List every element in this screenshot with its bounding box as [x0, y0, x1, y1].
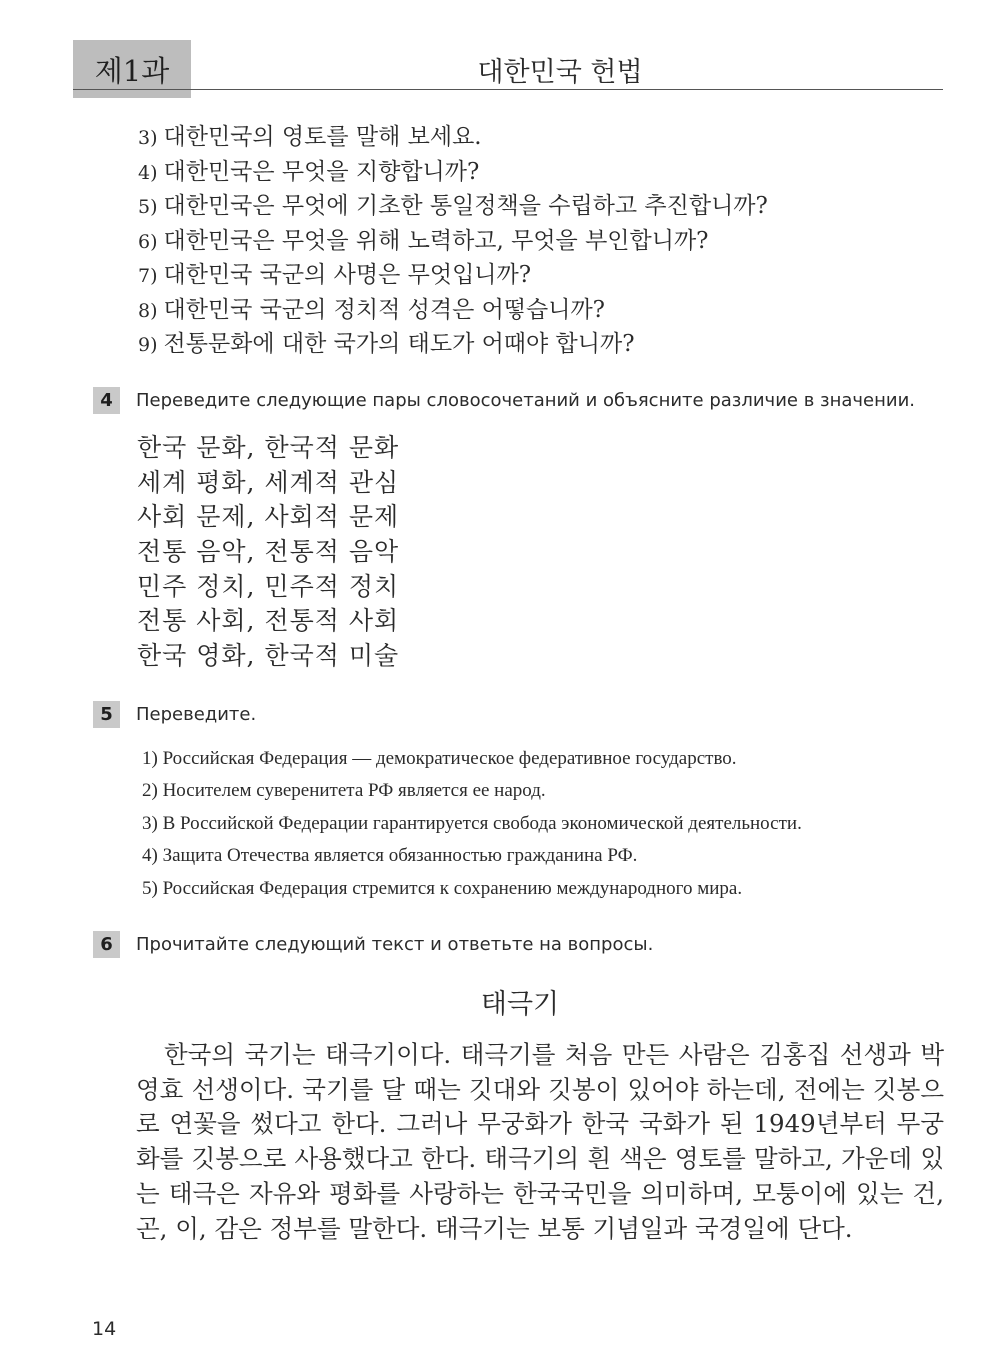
translation-sentence: 3) В Российской Федерации гарантируется свобода экономической деятельности.	[142, 812, 802, 834]
task-5-heading	[93, 701, 256, 728]
reading-text-title: 태극기	[480, 989, 560, 1020]
translation-sentence: 4) Защита Отечества является обязанностью гражданина РФ.	[142, 845, 638, 867]
task-instruction: Прочитайте следующий текст и ответьте на вопросы.	[136, 934, 654, 955]
question-item	[138, 293, 768, 328]
task-number-badge: 4	[93, 387, 120, 414]
phrase-pair: 전통 사회, 전통적 사회	[137, 606, 400, 636]
question-text: 대한민국 국군의 정치적 성격은 어떻습니까?	[163, 296, 606, 323]
question-text: 대한민국은 무엇에 기초한 통일정책을 수립하고 추진합니까?	[163, 193, 768, 219]
task-number-badge: 6	[93, 931, 120, 958]
question-number: 8)	[138, 299, 158, 322]
translation-sentence: 5) Российская Федерация стремится к сохранению международного мира.	[142, 877, 743, 899]
task-number-badge: 5	[93, 701, 120, 728]
question-item	[138, 189, 768, 224]
translation-sentence-list	[142, 743, 802, 905]
translation-sentence: 1) Российская Федерация — демократическое федеративное государство.	[142, 748, 737, 769]
question-number: 9)	[138, 334, 158, 356]
question-number: 6)	[138, 230, 158, 253]
question-number: 4)	[138, 161, 158, 184]
task-instruction: Переведите следующие пары словосочетаний и объясните различие в значении.	[136, 390, 915, 411]
phrase-pair: 세계 평화, 세계적 관심	[137, 467, 400, 497]
question-text: 전통문화에 대한 국가의 태도가 어때야 합니까?	[163, 331, 635, 357]
phrase-pair: 사회 문제, 사회적 문제	[137, 502, 400, 532]
reading-text-body: 한국의 국기는 태극기이다. 태극기를 처음 만든 사람은 김홍집 선생과 박영효 선생이다. 국기를 달 때는 깃대와 깃봉이 있어야 하는데, 전에는 깃봉으로 연꽃을 썼다고 한다. 그러나 무궁화가 한국 국화가 된 1949년부터 무궁화를 깃봉으로 사용했다고 한다. 태극기의 흰 색은 영토를 말하고, 가운데 있는 태극은 자유와 평화를 사랑하는 한국국민을 의미하며, 모퉁이에 있는 건, 곤, 이, 감은 정부를 말한다. 태극기는 보통 기념일과 국경일에 단다.	[136, 1040, 944, 1243]
lesson-tab: 제1과	[73, 40, 191, 98]
question-text: 대한민국의 영토를 말해 보세요.	[163, 124, 482, 150]
phrase-pair: 한국 영화, 한국적 미술	[137, 641, 400, 671]
phrase-pair: 전통 음악, 전통적 음악	[137, 537, 400, 567]
page-header-title: 대한민국 헌법	[477, 57, 643, 88]
page-number: 14	[92, 1318, 117, 1340]
task-4-heading	[93, 387, 915, 414]
question-number: 5)	[138, 196, 158, 218]
phrase-pair: 한국 문화, 한국적 문화	[137, 433, 400, 462]
question-item	[138, 155, 768, 190]
question-item	[138, 327, 768, 362]
question-number: 3)	[138, 127, 158, 149]
question-item	[138, 224, 768, 259]
question-number: 7)	[138, 265, 158, 287]
translation-sentence: 2) Носителем суверенитета РФ является ее народ.	[142, 780, 546, 802]
question-text: 대한민국은 무엇을 위해 노력하고, 무엇을 부인합니까?	[163, 227, 709, 254]
task-instruction: Переведите.	[136, 704, 257, 725]
phrase-list	[137, 431, 399, 674]
phrase-pair: 민주 정치, 민주적 정치	[137, 571, 400, 601]
question-item	[138, 120, 768, 155]
header-divider	[73, 89, 943, 90]
question-text: 대한민국 국군의 사명은 무엇입니까?	[163, 262, 532, 288]
task-6-heading	[93, 931, 653, 958]
question-text: 대한민국은 무엇을 지향합니까?	[163, 158, 480, 185]
question-list	[138, 120, 768, 362]
question-item	[138, 258, 768, 293]
